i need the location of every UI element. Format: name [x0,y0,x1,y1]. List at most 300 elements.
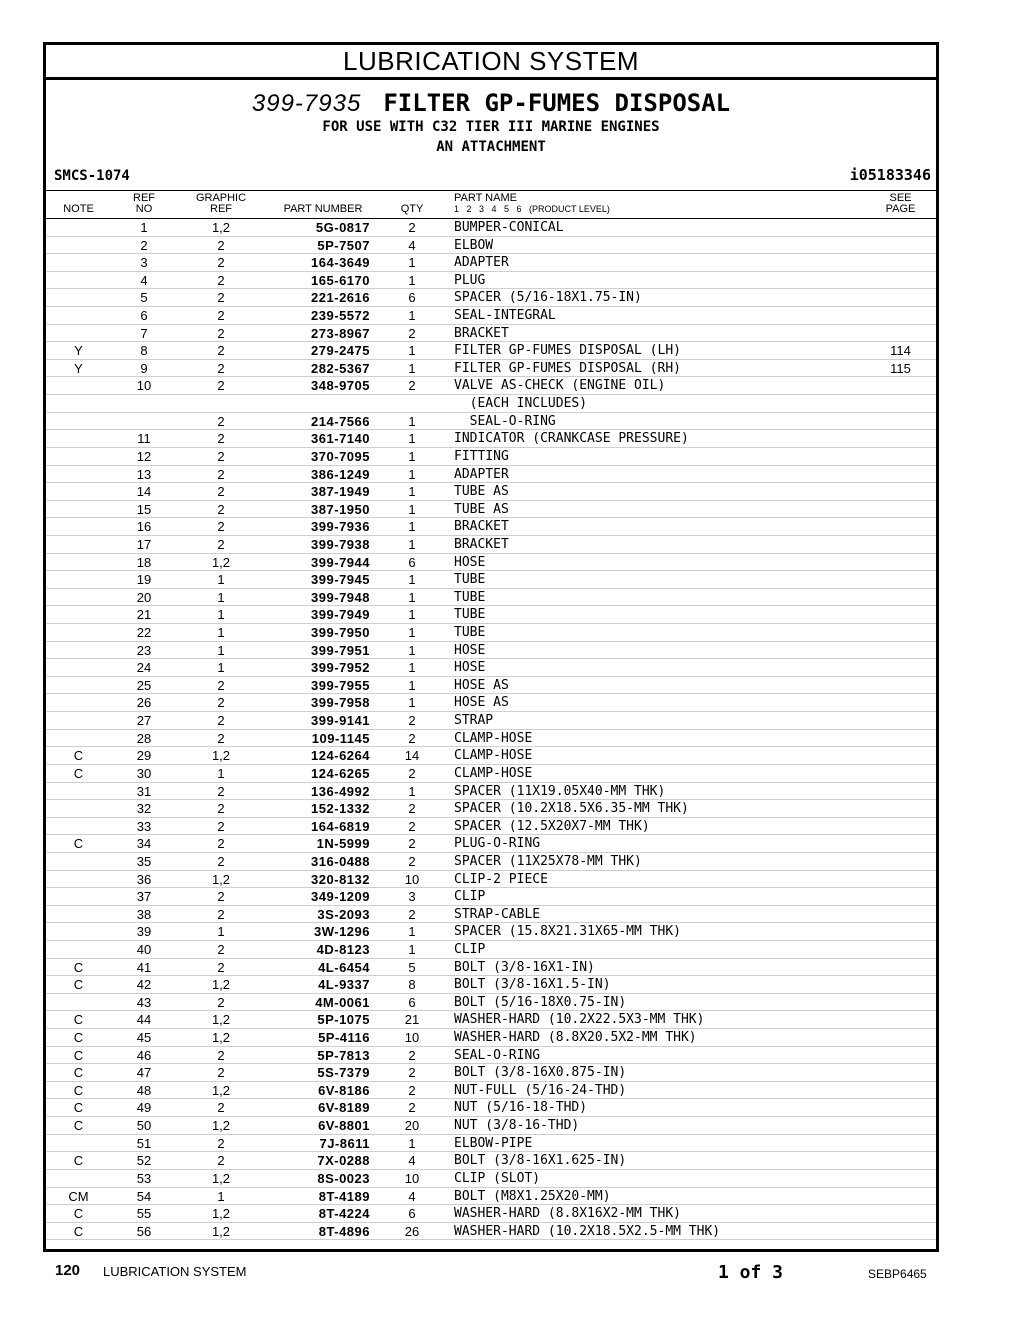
row-qty: 10 [404,871,420,887]
row-qty: 6 [408,1206,416,1222]
row-part-number: 399-7955 [311,677,370,693]
row-qty: 4 [408,1153,416,1169]
row-ref-no: 31 [136,783,152,799]
row-ref-no: 53 [136,1170,152,1186]
row-note: C [73,1030,84,1046]
row-ref-no: 34 [136,836,152,852]
row-part-name: SPACER (11X19.05X40-MM THK) [454,783,666,799]
row-qty: 2 [408,853,416,869]
table-row [46,659,936,677]
row-see-page: 114 [890,343,911,359]
row-part-name: BRACKET [454,519,509,535]
row-ref-no: 24 [136,660,152,676]
row-ref-no: 17 [136,536,152,552]
row-graphic-ref: 1,2 [211,1012,231,1028]
row-qty: 2 [408,818,416,834]
row-part-number: 3S-2093 [317,906,370,922]
row-qty: 1 [408,448,416,464]
row-ref-no: 9 [140,360,148,376]
row-graphic-ref: 2 [217,906,225,922]
row-part-name: FILTER GP-FUMES DISPOSAL (RH) [454,360,681,376]
table-row [46,694,936,712]
table-row [46,1170,936,1188]
row-part-number: 282-5367 [311,360,370,376]
row-part-number: 399-7958 [311,695,370,711]
row-part-name: BOLT (M8X1.25X20-MM) [454,1188,611,1204]
row-part-number: 165-6170 [311,272,370,288]
row-note: C [73,959,84,975]
row-ref-no: 26 [136,695,152,711]
table-row [46,501,936,519]
row-part-name: SPACER (11X25X78-MM THK) [454,853,642,869]
row-qty: 2 [408,836,416,852]
row-graphic-ref: 2 [217,959,225,975]
parts-list [46,219,936,1240]
row-qty: 1 [408,607,416,623]
col-note: NOTE [63,203,94,215]
row-ref-no: 33 [136,818,152,834]
row-graphic-ref: 1,2 [211,1206,231,1222]
table-row [46,413,936,431]
table-row [46,712,936,730]
row-ref-no: 48 [136,1082,152,1098]
table-row [46,325,936,343]
row-qty: 2 [408,713,416,729]
row-part-number: 164-3649 [311,255,370,271]
row-ref-no: 40 [136,941,152,957]
row-ref-no: 27 [136,713,152,729]
row-ref-no: 30 [136,765,152,781]
row-part-name: TUBE AS [454,484,509,500]
row-part-name: WASHER-HARD (8.8X20.5X2-MM THK) [454,1030,697,1046]
row-ref-no: 13 [136,466,152,482]
row-qty: 2 [408,1100,416,1116]
row-ref-no: 4 [140,272,148,288]
row-graphic-ref: 2 [217,994,225,1010]
row-ref-no: 47 [136,1065,152,1081]
row-part-name: SPACER (10.2X18.5X6.35-MM THK) [454,801,689,817]
table-row [46,1205,936,1223]
row-part-number: 4M-0061 [315,994,370,1010]
row-part-name: INDICATOR (CRANKCASE PRESSURE) [454,431,689,447]
row-part-number: 361-7140 [311,431,370,447]
row-qty: 1 [408,783,416,799]
row-part-number: 4L-9337 [318,977,370,993]
col-see-top: SEE [889,192,912,204]
row-qty: 2 [408,765,416,781]
row-ref-no: 35 [136,853,152,869]
row-qty: 10 [404,1170,420,1186]
row-ref-no: 5 [140,290,148,306]
row-note: C [73,1223,84,1239]
row-part-number: 399-7945 [311,572,370,588]
row-part-number: 399-9141 [311,713,370,729]
table-row [46,1011,936,1029]
table-row [46,906,936,924]
row-part-number: 387-1949 [311,484,370,500]
row-ref-no: 25 [136,677,152,693]
table-row [46,1082,936,1100]
table-row [46,959,936,977]
row-part-name: CLAMP-HOSE [454,748,533,764]
row-note: CM [68,1188,89,1204]
row-part-number: 399-7936 [311,519,370,535]
row-qty: 1 [408,589,416,605]
table-row [46,466,936,484]
row-part-name: TUBE [454,607,486,623]
row-qty: 1 [408,1135,416,1151]
row-part-name: CLAMP-HOSE [454,730,533,746]
table-row [46,835,936,853]
col-product-levels: 1 2 3 4 5 6 (PRODUCT LEVEL) [454,204,610,214]
table-row [46,642,936,660]
table-row [46,853,936,871]
row-note: C [73,1047,84,1063]
row-part-number: 5P-7813 [317,1047,370,1063]
row-see-page: 115 [890,360,911,376]
table-row [46,783,936,801]
row-ref-no: 56 [136,1223,152,1239]
row-graphic-ref: 2 [217,308,225,324]
row-part-number: 386-1249 [311,466,370,482]
row-note: C [73,1118,84,1134]
row-part-name: SEAL-O-RING [454,413,556,429]
row-part-number: 4L-6454 [318,959,370,975]
table-row [46,1029,936,1047]
row-part-name: BOLT (5/16-18X0.75-IN) [454,994,627,1010]
table-row [46,571,936,589]
col-ref-top: REF [133,192,155,204]
row-qty: 1 [408,413,416,429]
table-row [46,289,936,307]
row-ref-no: 21 [136,607,152,623]
row-part-name: SEAL-INTEGRAL [454,308,556,324]
row-part-number: 387-1950 [311,501,370,517]
table-row [46,448,936,466]
row-part-name: ADAPTER [454,466,509,482]
table-row [46,342,936,360]
row-graphic-ref: 1 [217,765,225,781]
row-note: C [73,977,84,993]
table-row [46,219,936,237]
row-graphic-ref: 1,2 [211,220,231,235]
row-graphic-ref: 2 [217,677,225,693]
row-qty: 1 [408,572,416,588]
row-qty: 6 [408,994,416,1010]
row-part-name: TUBE [454,589,486,605]
row-part-number: 399-7950 [311,625,370,641]
table-row [46,430,936,448]
row-part-name: SPACER (12.5X20X7-MM THK) [454,818,650,834]
row-qty: 2 [408,1047,416,1063]
row-ref-no: 11 [137,431,151,447]
row-qty: 1 [408,625,416,641]
row-ref-no: 8 [140,343,148,359]
table-row [46,254,936,272]
row-part-name: SEAL-O-RING [454,1047,541,1063]
row-graphic-ref: 2 [217,713,225,729]
illustration-id: i05183346 [849,166,931,184]
row-qty: 21 [404,1012,420,1028]
row-qty: 1 [408,941,416,957]
row-part-number: 5P-7507 [317,237,370,253]
row-ref-no: 42 [136,977,152,993]
row-qty: 4 [408,237,416,253]
row-part-name: FILTER GP-FUMES DISPOSAL (LH) [454,343,681,359]
row-qty: 5 [408,959,416,975]
row-qty: 1 [408,642,416,658]
row-part-name: CLIP-2 PIECE [454,871,548,887]
usage-subtitle: FOR USE WITH C32 TIER III MARINE ENGINES [322,119,660,135]
row-part-number: 5G-0817 [315,220,370,235]
row-graphic-ref: 2 [217,695,225,711]
row-part-number: 273-8967 [311,325,370,341]
row-qty: 1 [408,308,416,324]
row-part-name: CLAMP-HOSE [454,765,533,781]
row-ref-no: 51 [136,1135,152,1151]
row-part-name: TUBE AS [454,501,509,517]
row-graphic-ref: 2 [217,836,225,852]
row-note: Y [74,360,83,376]
row-part-number: 6V-8189 [318,1100,370,1116]
table-row [46,395,936,413]
row-ref-no: 55 [136,1206,152,1222]
footer-section: LUBRICATION SYSTEM [103,1264,247,1279]
row-graphic-ref: 2 [217,1135,225,1151]
footer-page-number: 120 [55,1262,81,1279]
row-part-name: NUT (5/16-18-THD) [454,1100,588,1116]
row-part-number: 399-7938 [311,536,370,552]
table-row [46,483,936,501]
table-row [46,888,936,906]
row-ref-no: 1 [140,220,148,235]
table-row [46,765,936,783]
row-ref-no: 10 [136,378,152,394]
row-part-number: 7J-8611 [319,1135,370,1151]
row-part-name: HOSE AS [454,677,509,693]
row-ref-no: 45 [136,1030,152,1046]
row-ref-no: 2 [140,237,148,253]
row-qty: 2 [408,906,416,922]
row-graphic-ref: 1 [217,1188,225,1204]
row-graphic-ref: 2 [217,519,225,535]
row-ref-no: 54 [136,1188,152,1204]
row-qty: 10 [404,1030,420,1046]
row-qty: 2 [408,1082,416,1098]
row-note: C [73,1065,84,1081]
row-ref-no: 38 [136,906,152,922]
row-ref-no: 50 [136,1118,152,1134]
row-note: Y [74,343,83,359]
row-qty: 2 [408,1065,416,1081]
row-graphic-ref: 2 [217,730,225,746]
row-part-name: BUMPER-CONICAL [454,220,564,235]
row-qty: 1 [408,924,416,940]
row-part-number: 221-2616 [311,290,370,306]
col-qty: QTY [400,203,424,215]
row-part-name: CLIP [454,941,486,957]
table-row [46,1223,936,1241]
row-ref-no: 6 [140,308,148,324]
row-ref-no: 37 [136,889,152,905]
row-ref-no: 15 [136,501,152,517]
row-part-name: WASHER-HARD (10.2X18.5X2.5-MM THK) [454,1223,721,1239]
row-part-name: HOSE [454,554,486,570]
table-row [46,1099,936,1117]
row-ref-no: 41 [136,959,152,975]
parts-page-frame [43,42,939,1252]
row-qty: 1 [408,660,416,676]
row-graphic-ref: 2 [217,378,225,394]
table-row [46,624,936,642]
row-ref-no: 29 [136,748,152,764]
row-qty: 2 [408,325,416,341]
row-part-number: 399-7949 [311,607,370,623]
row-part-name: ADAPTER [454,255,509,271]
group-number: 399-7935 [251,90,362,117]
row-part-number: 349-1209 [311,889,370,905]
row-part-name: SPACER (5/16-18X1.75-IN) [454,290,642,306]
row-graphic-ref: 2 [217,889,225,905]
row-part-number: 4D-8123 [316,941,370,957]
row-part-number: 136-4992 [311,783,370,799]
row-part-name: TUBE [454,625,486,641]
row-qty: 1 [408,255,416,271]
row-part-number: 5S-7379 [317,1065,370,1081]
row-qty: 8 [408,977,416,993]
row-ref-no: 20 [136,589,152,605]
row-part-name: ELBOW-PIPE [454,1135,533,1151]
row-qty: 6 [408,290,416,306]
row-part-number: 8T-4896 [318,1223,370,1239]
row-part-name: NUT (3/8-16-THD) [454,1118,580,1134]
row-part-name: SPACER (15.8X21.31X65-MM THK) [454,924,681,940]
row-part-number: 399-7944 [311,554,370,570]
page-footer [0,1262,1020,1286]
table-row [46,976,936,994]
row-note: C [73,748,84,764]
row-ref-no: 32 [136,801,152,817]
row-ref-no: 22 [136,625,152,641]
row-part-number: 399-7948 [311,589,370,605]
table-row [46,871,936,889]
attachment-subtitle: AN ATTACHMENT [436,139,546,155]
row-graphic-ref: 1 [217,589,225,605]
table-row [46,730,936,748]
row-graphic-ref: 1,2 [211,1170,231,1186]
row-part-name: BOLT (3/8-16X1.5-IN) [454,977,611,993]
row-graphic-ref: 1,2 [211,1118,231,1134]
row-part-number: 348-9705 [311,378,370,394]
group-name: FILTER GP-FUMES DISPOSAL [383,89,731,117]
row-part-name: BOLT (3/8-16X1.625-IN) [454,1153,627,1169]
row-graphic-ref: 1,2 [211,748,231,764]
col-graphic-top: GRAPHIC [195,192,247,204]
row-qty: 2 [408,801,416,817]
row-part-name: TUBE [454,572,486,588]
row-part-number: 399-7951 [311,642,370,658]
row-qty: 1 [408,272,416,288]
row-part-name: HOSE AS [454,695,509,711]
row-qty: 1 [408,431,416,447]
row-part-number: 124-6264 [311,748,370,764]
row-part-number: 164-6819 [311,818,370,834]
smcs-code: SMCS-1074 [54,168,130,184]
footer-doc-id: SEBP6465 [868,1267,927,1281]
row-part-name: CLIP [454,889,486,905]
col-part-name: PART NAME [454,192,517,204]
col-graphic-bottom: REF [210,203,232,215]
row-part-number: 5P-1075 [317,1012,370,1028]
row-note: C [73,836,84,852]
row-graphic-ref: 2 [217,360,225,376]
row-graphic-ref: 2 [217,801,225,817]
table-row [46,677,936,695]
row-part-name: FITTING [454,448,509,464]
row-graphic-ref: 2 [217,466,225,482]
row-part-number: 279-2475 [311,343,370,359]
row-graphic-ref: 1,2 [211,554,231,570]
row-qty: 1 [408,360,416,376]
row-part-number: 5P-4116 [318,1030,370,1046]
row-ref-no: 7 [140,325,148,341]
table-row [46,923,936,941]
row-note: C [73,1153,84,1169]
row-note: C [73,1100,84,1116]
table-row [46,1117,936,1135]
row-graphic-ref: 1 [217,924,225,940]
row-part-number: 8T-4224 [318,1206,370,1222]
row-part-number: 6V-8801 [318,1118,370,1134]
row-part-number: 8S-0023 [317,1170,370,1186]
row-ref-no: 43 [136,994,152,1010]
row-graphic-ref: 2 [217,941,225,957]
table-row [46,1135,936,1153]
row-part-name: NUT-FULL (5/16-24-THD) [454,1082,627,1098]
row-part-name: HOSE [454,660,486,676]
row-part-name: BOLT (3/8-16X1-IN) [454,959,595,975]
row-graphic-ref: 2 [217,431,225,447]
row-part-number: 124-6265 [311,765,370,781]
row-part-name: HOSE [454,642,486,658]
row-qty: 14 [404,748,420,764]
row-part-name: WASHER-HARD (10.2X22.5X3-MM THK) [454,1012,705,1028]
row-graphic-ref: 2 [217,448,225,464]
row-graphic-ref: 2 [217,255,225,271]
row-part-number: 239-5572 [311,308,370,324]
row-graphic-ref: 1,2 [211,1030,231,1046]
row-graphic-ref: 1,2 [211,871,231,887]
row-note: C [73,1012,84,1028]
row-graphic-ref: 2 [217,484,225,500]
row-qty: 1 [408,519,416,535]
row-qty: 1 [408,466,416,482]
row-part-name: (EACH INCLUDES) [454,396,588,412]
row-part-number: 3W-1296 [314,924,370,940]
table-row [46,747,936,765]
row-graphic-ref: 2 [217,1047,225,1063]
row-part-number: 214-7566 [311,413,370,429]
row-qty: 6 [408,554,416,570]
row-graphic-ref: 1 [217,607,225,623]
row-graphic-ref: 2 [217,501,225,517]
section-title: LUBRICATION SYSTEM [46,45,936,80]
row-qty: 26 [404,1223,420,1239]
row-graphic-ref: 2 [217,272,225,288]
table-row [46,606,936,624]
row-part-name: WASHER-HARD (8.8X16X2-MM THK) [454,1206,681,1222]
row-ref-no: 52 [136,1153,152,1169]
